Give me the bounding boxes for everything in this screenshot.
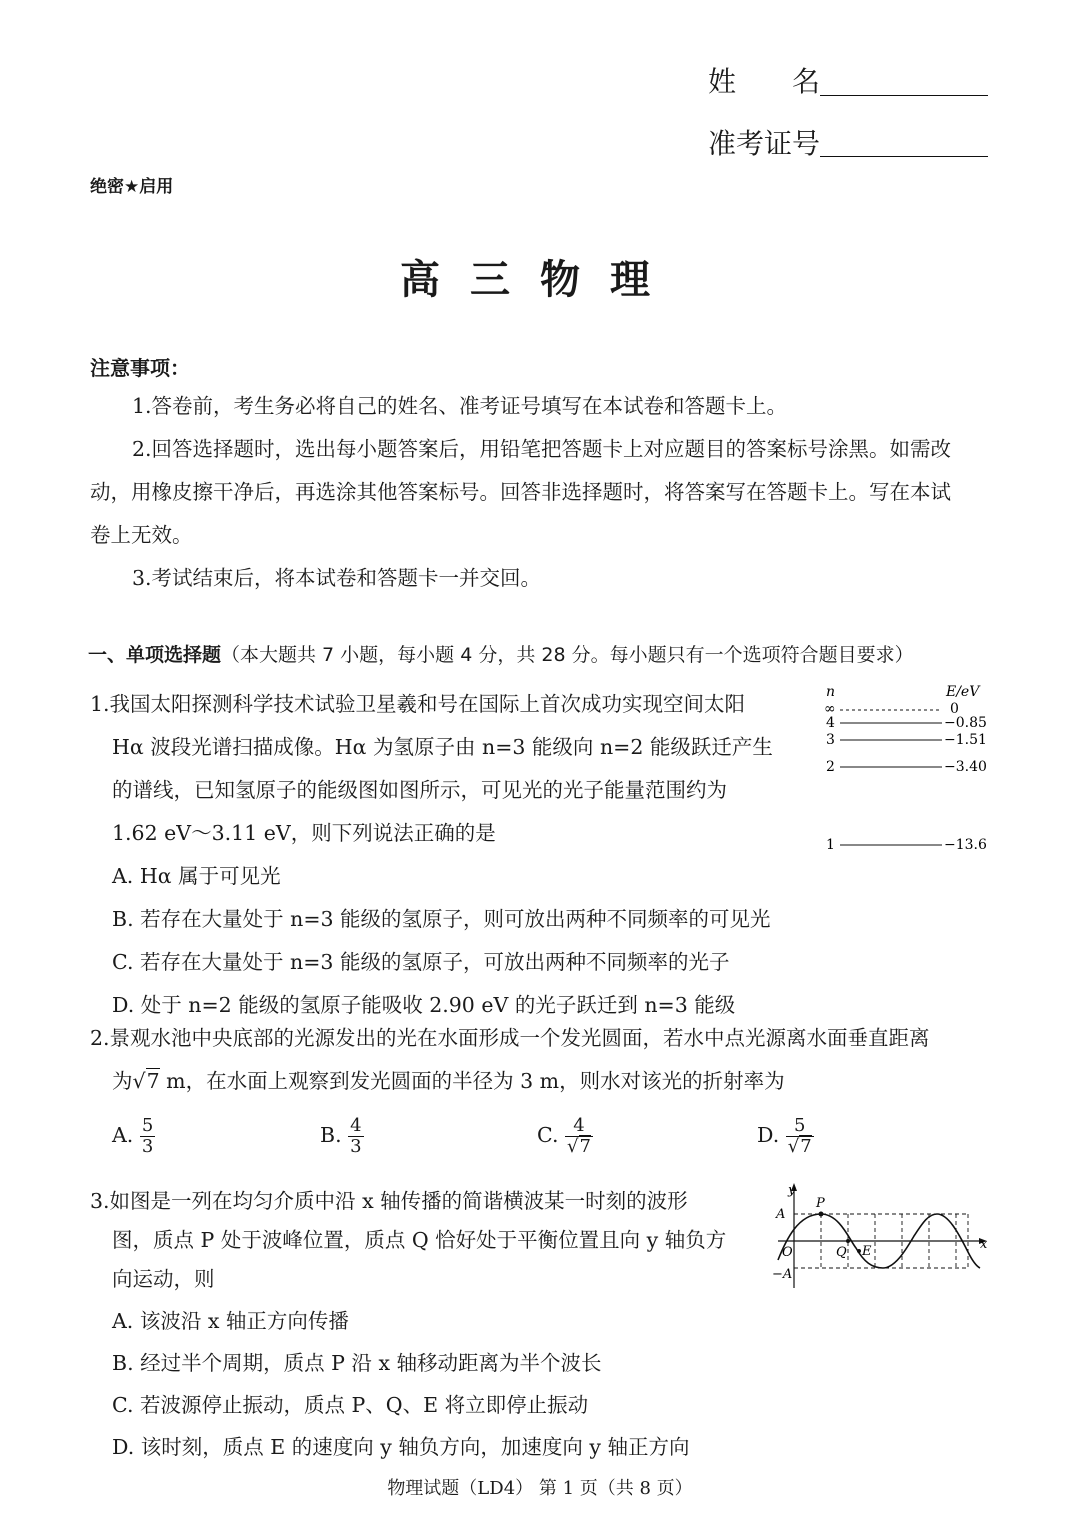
section-title: 一、单项选择题 <box>88 644 222 666</box>
q2-sqrt-value: 7 <box>146 1069 160 1093</box>
q2-option-c-label: C. <box>537 1123 559 1147</box>
level-e-1: −13.6 <box>944 837 987 853</box>
wave-graph <box>768 1180 992 1295</box>
q1-line-2: Hα 波段光谱扫描成像。Hα 为氢原子由 n=3 能级向 n=2 能级跃迁产生 <box>112 735 773 759</box>
sqrt-value: 7 <box>800 1136 812 1157</box>
note-item-1: 1.答卷前，考生务必将自己的姓名、准考证号填写在本试卷和答题卡上。 <box>132 394 788 418</box>
denominator: 3 <box>350 1136 362 1157</box>
origin-label: O <box>782 1245 793 1260</box>
diagram-energy-label: E/eV <box>946 684 980 700</box>
q2-option-b-fraction <box>348 1116 363 1157</box>
q3-option-c: C. 若波源停止振动，质点 P、Q、E 将立即停止振动 <box>112 1393 589 1417</box>
confidential-mark: 绝密★启用 <box>90 177 174 197</box>
q1-option-b: B. 若存在大量处于 n=3 能级的氢原子，则可放出两种不同频率的可见光 <box>112 907 771 931</box>
point-p-label: P <box>816 1196 825 1211</box>
page-footer: 物理试题（LD4） 第 1 页（共 8 页） <box>387 1478 693 1499</box>
q2-line-2-post: m，在水面上观察到发光圆面的半径为 3 m，则水对该光的折射率为 <box>159 1069 785 1093</box>
level-n-4: 4 <box>826 715 835 731</box>
q2-option-d-label: D. <box>757 1123 780 1147</box>
q1-option-c: C. 若存在大量处于 n=3 能级的氢原子，可放出两种不同频率的光子 <box>112 950 730 974</box>
exam-id-label: 准考证号 <box>708 127 821 160</box>
level-n-2: 2 <box>826 759 835 775</box>
note-item-3: 3.考试结束后，将本试卷和答题卡一并交回。 <box>132 566 542 590</box>
q3-line-1: 3.如图是一列在均匀介质中沿 x 轴传播的简谐横波某一时刻的波形 <box>90 1189 688 1213</box>
q2-option-d-fraction <box>786 1116 814 1157</box>
level-e-2: −3.40 <box>944 759 987 775</box>
energy-level-diagram <box>820 682 1000 857</box>
diagram-n-label: n <box>826 684 836 700</box>
numerator: 5 <box>786 1116 814 1137</box>
level-n-inf: ∞ <box>824 701 836 717</box>
denominator: √7 <box>787 1136 812 1157</box>
section-description: （本大题共 7 小题，每小题 4 分，共 28 分。每小题只有一个选项符合题目要求） <box>221 644 914 666</box>
numerator: 5 <box>141 1115 154 1136</box>
q2-line-2-pre: 为 <box>112 1069 133 1093</box>
q1-option-a: A. Hα 属于可见光 <box>112 864 281 888</box>
q2-option-b <box>320 1114 364 1157</box>
amplitude-label: A <box>776 1207 786 1222</box>
level-n-1: 1 <box>826 837 835 853</box>
name-input-line[interactable] <box>820 95 988 96</box>
q2-option-c <box>537 1114 593 1157</box>
denominator: 3 <box>141 1136 154 1157</box>
notes-heading: 注意事项： <box>90 356 190 380</box>
y-axis-label: y <box>788 1183 796 1198</box>
q1-line-4: 1.62 eV～3.11 eV，则下列说法正确的是 <box>112 821 496 845</box>
sqrt-value: 7 <box>579 1136 591 1157</box>
page-title: 高三物理 <box>400 257 680 303</box>
name-label: 姓 名 <box>708 65 821 98</box>
level-e-4: −0.85 <box>944 715 987 731</box>
q3-option-b: B. 经过半个周期，质点 P 沿 x 轴移动距离为半个波长 <box>112 1351 602 1375</box>
numerator: 4 <box>350 1115 362 1136</box>
level-e-3: −1.51 <box>944 732 987 748</box>
q3-option-a: A. 该波沿 x 轴正方向传播 <box>112 1309 349 1333</box>
note-item-2-line-3: 卷上无效。 <box>90 523 193 547</box>
q1-line-3: 的谱线，已知氢原子的能级图如图所示，可见光的光子能量范围约为 <box>112 778 727 802</box>
q3-line-3: 向运动，则 <box>112 1267 215 1291</box>
q1-option-d: D. 处于 n=2 能级的氢原子能吸收 2.90 eV 的光子跃迁到 n=3 能级 <box>112 993 736 1017</box>
q2-line-2: 为√7 m，在水面上观察到发光圆面的半径为 3 m，则水对该光的折射率为 <box>112 1069 785 1093</box>
exam-id-input-line[interactable] <box>820 156 988 157</box>
x-axis-label: x <box>980 1237 988 1252</box>
level-e-inf: 0 <box>950 701 959 717</box>
denominator: √7 <box>567 1136 591 1157</box>
q2-option-c-fraction <box>565 1116 593 1157</box>
point-e-dot <box>857 1249 861 1253</box>
q1-line-1: 1.我国太阳探测科学技术试验卫星羲和号在国际上首次成功实现空间太阳 <box>90 692 746 716</box>
note-item-2-line-2: 动，用橡皮擦干净后，再选涂其他答案标号。回答非选择题时，将答案写在答题卡上。写在本试 <box>90 480 951 504</box>
level-n-3: 3 <box>826 732 835 748</box>
point-q-label: Q <box>836 1245 847 1260</box>
neg-amplitude-label: −A <box>772 1267 793 1282</box>
numerator: 4 <box>565 1116 593 1137</box>
q2-option-a <box>112 1114 155 1157</box>
point-p-dot <box>819 1212 824 1217</box>
q2-option-a-fraction <box>140 1116 155 1157</box>
q2-option-d <box>757 1114 814 1157</box>
section-heading <box>88 640 914 667</box>
q2-option-b-label: B. <box>320 1123 342 1147</box>
q3-option-d: D. 该时刻，质点 E 的速度向 y 轴负方向，加速度向 y 轴正方向 <box>112 1435 690 1459</box>
point-e-label: E <box>862 1244 872 1259</box>
q2-line-1: 2.景观水池中央底部的光源发出的光在水面形成一个发光圆面，若水中点光源离水面垂直距离 <box>90 1026 930 1050</box>
note-item-2-line-1: 2.回答选择题时，选出每小题答案后，用铅笔把答题卡上对应题目的答案标号涂黑。如需改 <box>132 437 952 461</box>
q2-option-a-label: A. <box>112 1123 134 1147</box>
q3-line-2: 图，质点 P 处于波峰位置，质点 Q 恰好处于平衡位置且向 y 轴负方 <box>112 1228 727 1252</box>
point-q-dot <box>846 1239 850 1243</box>
